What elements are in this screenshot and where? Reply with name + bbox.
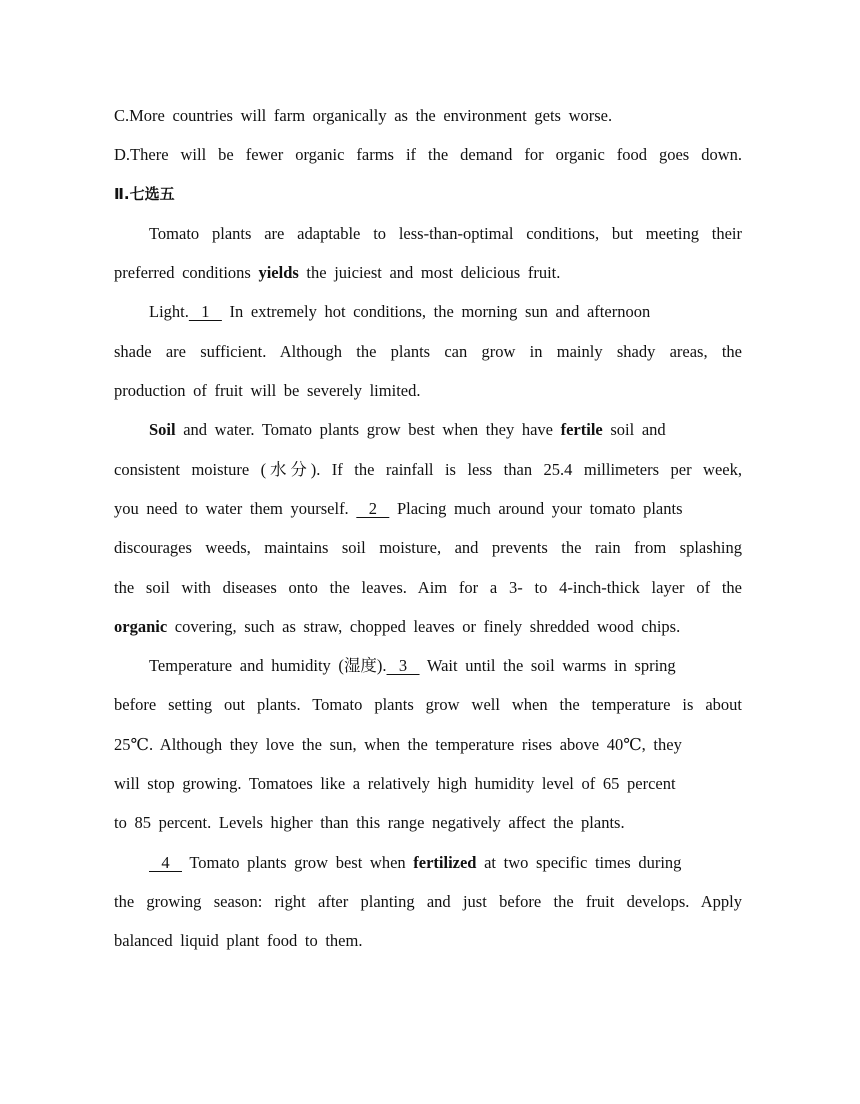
paragraph-line: to 85 percent. Levels higher than this range negatively affect the plants. bbox=[114, 813, 625, 833]
paragraph-line bbox=[114, 292, 742, 331]
answer-blank-1[interactable]: 1 bbox=[188, 302, 222, 322]
text-run: Placing much around your tomato plants bbox=[389, 498, 683, 518]
answer-blank-3[interactable]: 3 bbox=[386, 656, 420, 676]
text-run: Temperature and humidity (湿度). bbox=[149, 656, 387, 676]
paragraph-line: 25℃. Although they love the sun, when the temperature rises above 40℃, they bbox=[114, 734, 682, 754]
paragraph-temperature-humidity bbox=[114, 646, 742, 842]
paragraph-line: will stop growing. Tomatoes like a relatively high humidity level of 65 percent bbox=[114, 774, 676, 794]
text-run: at two specific times during bbox=[476, 852, 682, 872]
paragraph-line bbox=[114, 410, 742, 449]
answer-blank-4[interactable]: 4 bbox=[149, 852, 182, 872]
text-run: the juiciest and most delicious fruit. bbox=[298, 263, 561, 283]
bold-term: organic bbox=[114, 616, 168, 636]
text-run: Wait until the soil warms in spring bbox=[419, 656, 676, 676]
bold-term: Soil bbox=[149, 420, 176, 440]
paragraph-soil-water bbox=[114, 410, 742, 646]
text-run: covering, such as straw, chopped leaves or finely shredded wood chips. bbox=[167, 616, 681, 636]
option-d: D.There will be fewer organic farms if the demand for organic food goes down. bbox=[114, 145, 742, 165]
text-run: you need to water them yourself. bbox=[114, 498, 357, 518]
option-c: C.More countries will farm organically as the environment gets worse. bbox=[114, 106, 613, 125]
paragraph-line: discourages weeds, maintains soil moisture, and prevents the rain from splashing bbox=[114, 538, 742, 558]
paragraph-line: the soil with diseases onto the leaves. Aim for a 3- to 4-inch-thick layer of the bbox=[114, 577, 742, 597]
paragraph-line bbox=[114, 646, 742, 685]
text-run: and water. Tomato plants grow best when they have bbox=[175, 420, 561, 440]
bold-term: fertilized bbox=[413, 852, 477, 872]
bold-term: yields bbox=[258, 263, 299, 283]
paragraph-line: consistent moisture (水分). If the rainfall is less than 25.4 millimeters per week, bbox=[114, 459, 742, 479]
bold-term: fertile bbox=[560, 420, 603, 440]
paragraph-line bbox=[114, 489, 742, 528]
paragraph-light bbox=[114, 292, 742, 410]
paragraph-line bbox=[114, 253, 742, 292]
paragraph-intro bbox=[114, 214, 742, 293]
paragraph-line bbox=[114, 607, 742, 646]
section-heading: Ⅱ.七选五 bbox=[114, 184, 175, 203]
paragraph-line bbox=[114, 843, 742, 882]
text-run: preferred conditions bbox=[114, 263, 259, 283]
paragraph-line: before setting out plants. Tomato plants grow well when the temperature is about bbox=[114, 695, 742, 715]
text-run: soil and bbox=[602, 420, 666, 440]
text-run: Light. bbox=[149, 302, 189, 322]
text-run: Tomato plants grow best when bbox=[182, 852, 414, 872]
paragraph-line: shade are sufficient. Although the plants can grow in mainly shady areas, the bbox=[114, 341, 742, 361]
text-run: In extremely hot conditions, the morning sun and afternoon bbox=[221, 302, 651, 322]
paragraph-line: Tomato plants are adaptable to less-than-optimal conditions, but meeting their bbox=[149, 223, 742, 243]
document-page bbox=[114, 96, 742, 961]
paragraph-line: production of fruit will be severely limited. bbox=[114, 381, 421, 401]
answer-blank-2[interactable]: 2 bbox=[356, 498, 390, 518]
paragraph-line: balanced liquid plant food to them. bbox=[114, 931, 363, 951]
paragraph-fertilizing bbox=[114, 843, 742, 961]
paragraph-line: the growing season: right after planting and just before the fruit develops. Apply bbox=[114, 891, 742, 911]
